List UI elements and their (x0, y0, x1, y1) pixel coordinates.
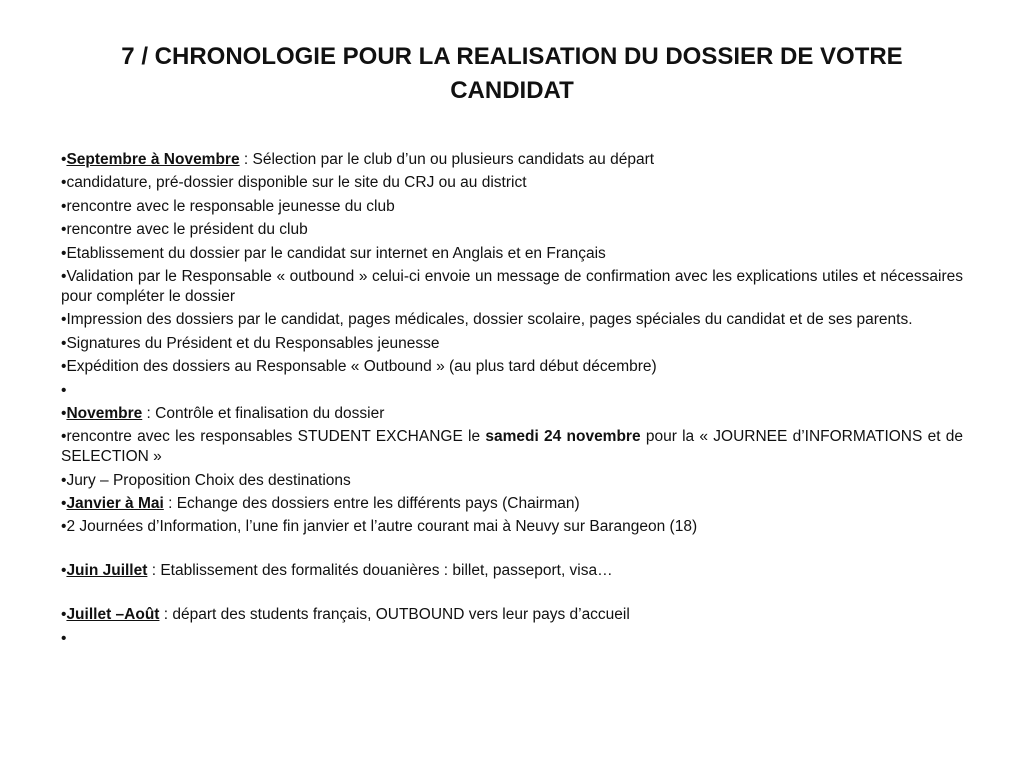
bullet-list (61, 150, 963, 652)
list-item (61, 244, 963, 264)
item-text: : Contrôle et finalisation du dossier (142, 404, 385, 422)
event-date: samedi 24 novembre (485, 428, 641, 446)
period-label: Juin Juillet (66, 562, 148, 580)
list-item (61, 427, 963, 467)
bullet-icon: • (61, 221, 67, 239)
list-item (61, 605, 963, 625)
list-item (61, 404, 963, 424)
bullet-icon: • (61, 381, 67, 399)
bullet-icon: • (61, 197, 67, 215)
bullet-icon: • (61, 471, 67, 489)
bullet-icon: • (61, 629, 67, 647)
period-label: Juillet –Août (66, 606, 160, 624)
item-text: : Sélection par le club d’un ou plusieurs candidats au départ (239, 151, 655, 168)
item-text: rencontre avec le président du club (66, 221, 308, 239)
bullet-icon: • (61, 404, 67, 422)
item-text: Jury – Proposition Choix des destinations (66, 471, 351, 489)
item-text: 2 Journées d’Information, l’une fin janvier et l’autre courant mai à Neuvy sur Barangeon (18) (66, 518, 698, 536)
list-item-empty (61, 381, 963, 401)
item-text: Etablissement du dossier par le candidat sur internet en Anglais et en Français (66, 244, 606, 262)
period-label: Novembre (66, 404, 143, 422)
list-item (61, 267, 963, 307)
item-text: candidature, pré-dossier disponible sur le site du CRJ ou au district (66, 174, 527, 192)
list-item (61, 357, 963, 377)
bullet-icon: • (61, 562, 67, 580)
bullet-icon: • (61, 495, 67, 513)
item-text: rencontre avec les responsables STUDENT EXCHANGE le (66, 428, 486, 446)
bullet-icon: • (61, 311, 67, 329)
list-item (61, 310, 963, 330)
list-item-empty (61, 629, 963, 649)
bullet-icon: • (61, 267, 67, 285)
list-item (61, 197, 963, 217)
slide-title: 7 / CHRONOLOGIE POUR LA REALISATION DU DOSSIER DE VOTRE CANDIDAT (121, 43, 903, 104)
list-item (61, 150, 963, 170)
item-text: rencontre avec le responsable jeunesse du club (66, 197, 395, 215)
item-text: Impression des dossiers par le candidat, pages médicales, dossier scolaire, pages spéciales du candidat et de ses parents. (66, 311, 913, 329)
list-item (61, 173, 963, 193)
list-item (61, 561, 963, 581)
item-text: : Echange des dossiers entre les différents pays (Chairman) (163, 495, 580, 513)
bullet-icon: • (61, 358, 67, 376)
item-text: : départ des students français, OUTBOUND vers leur pays d’accueil (159, 606, 630, 624)
item-text: : Etablissement des formalités douanières : billet, passeport, visa… (147, 562, 613, 580)
list-item (61, 517, 963, 537)
item-text: Validation par le Responsable « outbound » celui-ci envoie un message de confirmation avec les explications utiles et nécessaires pour compléter le dossier (61, 267, 963, 305)
bullet-icon: • (61, 428, 67, 446)
bullet-icon: • (61, 244, 67, 262)
list-item (61, 334, 963, 354)
item-text: Signatures du Président et du Responsables jeunesse (66, 334, 440, 352)
list-item (61, 494, 963, 514)
item-text: pour la « JOURNEE d’INFORMATIONS et de SELECTION » (61, 428, 963, 466)
bullet-icon: • (61, 151, 67, 168)
bullet-icon: • (61, 518, 67, 536)
period-label: Janvier à Mai (66, 495, 164, 513)
bullet-icon: • (61, 606, 67, 624)
list-item (61, 220, 963, 240)
bullet-icon: • (61, 174, 67, 192)
period-label: Septembre à Novembre (66, 151, 240, 168)
item-text: Expédition des dossiers au Responsable « Outbound » (au plus tard début décembre) (66, 358, 657, 376)
bullet-icon: • (61, 334, 67, 352)
list-item (61, 471, 963, 491)
